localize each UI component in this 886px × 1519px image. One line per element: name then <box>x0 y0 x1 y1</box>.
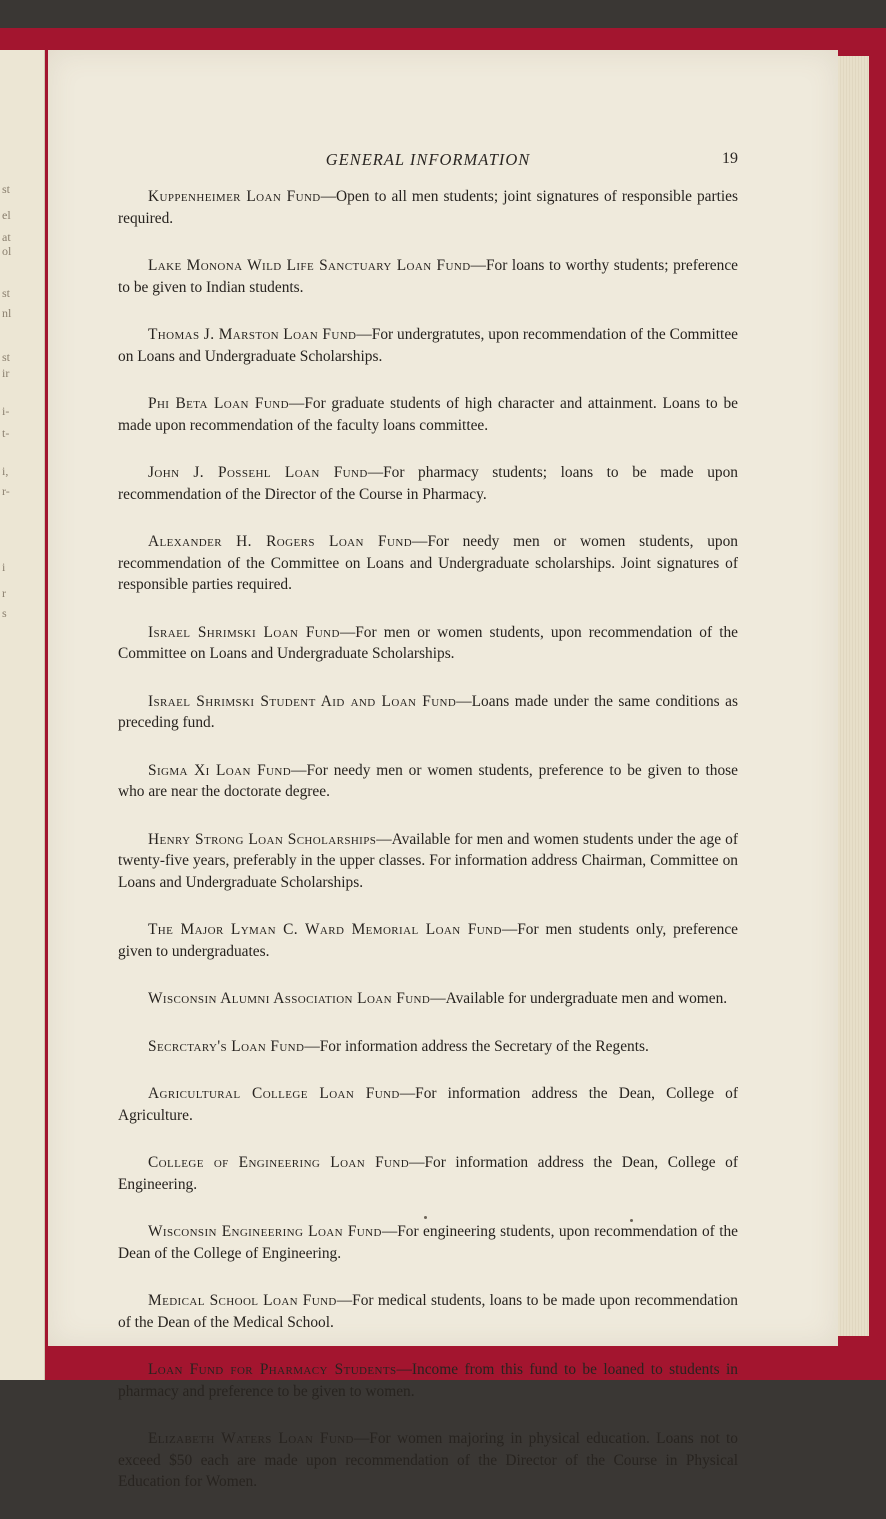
fund-description: —Available for undergraduate men and women. <box>430 990 728 1007</box>
list-item <box>118 829 738 894</box>
fund-description: —For undergratutes, upon recommendation of the Committee on Loans and Undergraduate Scholarships. <box>118 326 738 365</box>
fund-name: Israel Shrimski Student Aid and Loan Fund <box>148 692 457 710</box>
fund-description: —For information address the Dean, College of Engineering. <box>118 1154 738 1193</box>
list-item <box>118 1221 738 1264</box>
fund-name: Elizabeth Waters Loan Fund <box>148 1430 354 1447</box>
page-header <box>118 150 738 172</box>
list-item <box>118 324 738 367</box>
fund-description: —Income from this fund to be loaned to students in pharmacy and preference to be given to women. <box>118 1361 738 1400</box>
fund-name: Kuppenheimer Loan Fund <box>148 188 321 205</box>
list-item <box>118 1083 738 1126</box>
fund-name: John J. Possehl Loan Fund <box>148 464 368 481</box>
edge-fragment: el <box>2 208 11 222</box>
list-item <box>118 531 738 596</box>
fund-description: —For men students only, preference given to undergraduates. <box>118 921 738 960</box>
fund-description: —For needy men or women students, preference to be given to those who are near the doctorate degree. <box>118 761 738 800</box>
list-item <box>118 1290 738 1333</box>
edge-fragment: t- <box>2 426 10 440</box>
fund-description: —For loans to worthy students; preference to be given to Indian students. <box>118 257 738 296</box>
fund-description: —For engineering students, upon recommendation of the Dean of the College of Engineering. <box>118 1223 739 1262</box>
fund-name: Lake Monona Wild Life Sanctuary Loan Fund <box>148 257 471 274</box>
fund-description: —Loans made under the same conditions as preceding fund. <box>118 692 738 731</box>
list-item <box>118 988 738 1010</box>
ink-speck <box>630 1219 633 1222</box>
fund-name: Secrctary's Loan Fund <box>148 1037 305 1055</box>
fund-name: Wisconsin Alumni Association Loan Fund <box>148 990 431 1007</box>
fund-name: Agricultural College Loan Fund <box>148 1085 400 1102</box>
fund-description: —For needy men or women students, upon recommendation of the Committee on Loans and Undergraduate scholarships. Joint signatures of responsible parties required. <box>118 533 738 593</box>
loan-fund-list <box>118 186 738 1519</box>
edge-fragment: st <box>2 286 11 300</box>
fund-name: Medical School Loan Fund <box>148 1292 337 1309</box>
edge-fragment: st <box>2 182 11 196</box>
edge-fragment: at <box>2 230 11 244</box>
list-item <box>118 186 738 229</box>
running-title: GENERAL INFORMATION <box>325 150 531 169</box>
fund-name: Phi Beta Loan Fund <box>148 395 289 412</box>
edge-fragment: i <box>2 560 6 574</box>
edge-fragment: s <box>2 606 7 620</box>
edge-fragment: r- <box>2 484 10 498</box>
edge-fragment: r <box>2 586 6 600</box>
list-item <box>118 462 738 505</box>
list-item <box>118 691 738 734</box>
edge-fragment: ol <box>2 244 12 258</box>
list-item <box>118 1428 738 1493</box>
fund-name: Sigma Xi Loan Fund <box>148 761 292 779</box>
fund-name: Wisconsin Engineering Loan Fund <box>148 1223 382 1240</box>
list-item <box>118 919 738 962</box>
edge-fragment: i- <box>2 404 10 418</box>
fund-description: —For information address the Secretary of the Regents. <box>304 1037 649 1055</box>
list-item <box>118 255 738 298</box>
list-item <box>118 1036 738 1058</box>
fund-name: The Major Lyman C. Ward Memorial Loan Fund <box>148 921 502 938</box>
fund-name: College of Engineering Loan Fund <box>148 1154 410 1171</box>
edge-fragment: nl <box>2 306 12 320</box>
list-item <box>118 622 738 665</box>
fund-name: Alexander H. Rogers Loan Fund <box>148 533 413 550</box>
edge-fragment: ir <box>2 366 10 380</box>
list-item <box>118 760 738 803</box>
edge-fragment: st <box>2 350 11 364</box>
fund-name: Henry Strong Loan Scholarships <box>148 830 377 848</box>
list-item <box>118 1359 738 1402</box>
fund-description: —For medical students, loans to be made upon recommendation of the Dean of the Medical School. <box>118 1292 738 1331</box>
fund-description: —For information address the Dean, College of Agriculture. <box>118 1085 738 1124</box>
fund-name: Loan Fund for Pharmacy Students <box>148 1361 397 1378</box>
fund-description: —For men or women students, upon recommendation of the Committee on Loans and Undergraduate Scholarships. <box>118 623 738 662</box>
fund-name: Israel Shrimski Loan Fund <box>148 623 340 641</box>
fund-description: —Open to all men students; joint signatures of responsible parties required. <box>118 188 738 227</box>
page-number: 19 <box>722 150 738 167</box>
fund-description: —For graduate students of high character and attainment. Loans to be made upon recommendation of the faculty loans committee. <box>118 395 738 434</box>
fund-description: —Available for men and women students under the age of twenty-five years, preferably in the upper classes. For information address Chairman, Committee on Loans and Undergraduate Scholarships. <box>118 830 738 891</box>
fund-description: —For pharmacy students; loans to be made upon recommendation of the Director of the Course in Pharmacy. <box>118 464 738 503</box>
list-item <box>118 1152 738 1195</box>
edge-fragment: i, <box>2 464 9 478</box>
fund-description: —For women majoring in physical education. Loans not to exceed $50 each are made upon recommendation of the Director of the Course in Physical Education for Women. <box>118 1430 738 1490</box>
list-item <box>118 393 738 436</box>
fund-name: Thomas J. Marston Loan Fund <box>148 326 357 343</box>
ink-speck <box>424 1216 427 1219</box>
previous-page-edge <box>0 50 45 1380</box>
